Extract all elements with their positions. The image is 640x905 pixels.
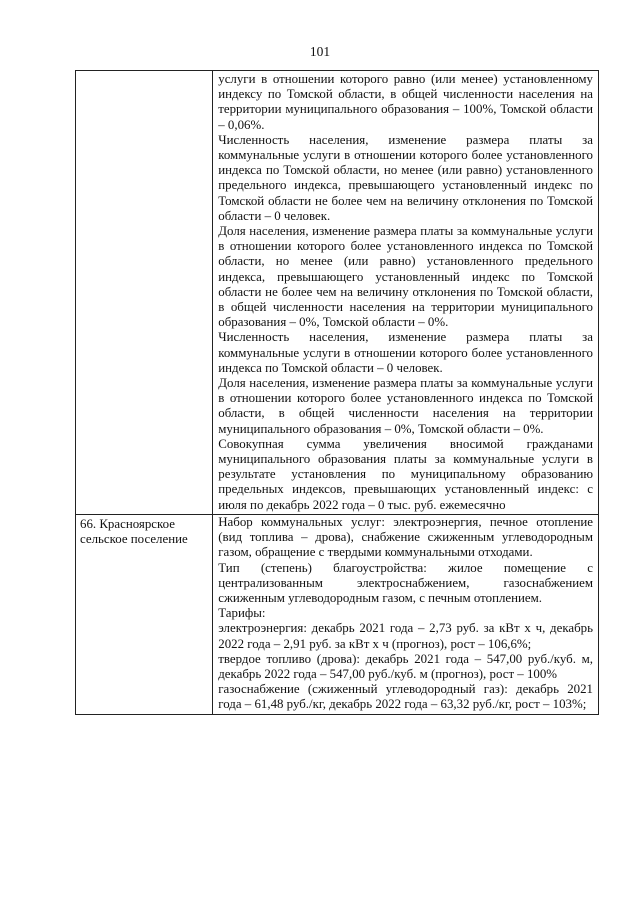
paragraph: Совокупная сумма увеличения вносимой гражданами муниципального образования платы за коммунальные услуги в результате установления по муниципальному образованию предельных индексов, превышающих установленный индекс: с июля по декабрь 2022 года – 0 тыс. руб. ежемесячно bbox=[218, 436, 593, 512]
paragraph: Набор коммунальных услуг: электроэнергия, печное отопление (вид топлива – дрова), снабжение сжиженным углеводородным газом, обращение с твердыми коммунальными отходами. bbox=[218, 514, 593, 560]
paragraph: электроэнергия: декабрь 2021 года – 2,73 руб. за кВт х ч, декабрь 2022 года – 2,91 руб. за кВт х ч (прогноз), рост – 106,6%; bbox=[218, 621, 593, 651]
paragraph: твердое топливо (дрова): декабрь 2021 года – 547,00 руб./куб. м, декабрь 2022 года – 547,00 руб./куб. м (прогноз), рост – 100% bbox=[218, 651, 593, 681]
paragraph: Численность населения, изменение размера платы за коммунальные услуги в отношении которого более установленного индекса по Томской области – 0 человек. bbox=[218, 330, 593, 375]
table-row bbox=[76, 514, 599, 714]
paragraph: Доля населения, изменение размера платы за коммунальные услуги в отношении которого более установленного индекса по Томской области, но менее (или равно) установленного предельного индекса, превышающего установленный индекс по Томской области не более чем на величину отклонения по Томской области, в общей численности населения на территории муниципального образования – 0%, Томской области – 0%. bbox=[218, 224, 593, 330]
page-number: 101 bbox=[309, 44, 331, 59]
municipality-cell bbox=[76, 71, 213, 515]
municipality-cell: 66. Красноярское сельское поселение bbox=[76, 514, 213, 714]
paragraph: Тарифы: bbox=[218, 606, 266, 621]
table-row bbox=[76, 71, 599, 515]
paragraph: Доля населения, изменение размера платы за коммунальные услуги в отношении которого более установленного индекса по Томской области, в общей численности населения на территории муниципального образования – 0%, Томской области – 0%. bbox=[218, 376, 593, 436]
paragraph: Тип (степень) благоустройства: жилое помещение с централизованным электроснабжением, газоснабжением сжиженным углеводородным газом, с печным отоплением. bbox=[218, 560, 593, 605]
municipal-tariff-table bbox=[75, 70, 599, 715]
paragraph: газоснабжение (сжиженный углеводородный газ): декабрь 2021 года – 61,48 руб./кг, декабрь 2022 года – 63,32 руб./кг, рост – 103%; bbox=[218, 682, 593, 712]
paragraph: Численность населения, изменение размера платы за коммунальные услуги в отношении которого более установленного индекса по Томской области, но менее (или равно) установленного предельного индекса, превышающего установленный индекс по Томской области не более чем на величину отклонения по Томской области – 0 человек. bbox=[218, 132, 593, 223]
paragraph: услуги в отношении которого равно (или менее) установленному индексу по Томской области, в общей численности населения на территории муниципального образования – 100%, Томской области – 0,06%. bbox=[218, 72, 593, 132]
description-cell bbox=[213, 71, 599, 515]
description-cell bbox=[213, 514, 599, 714]
